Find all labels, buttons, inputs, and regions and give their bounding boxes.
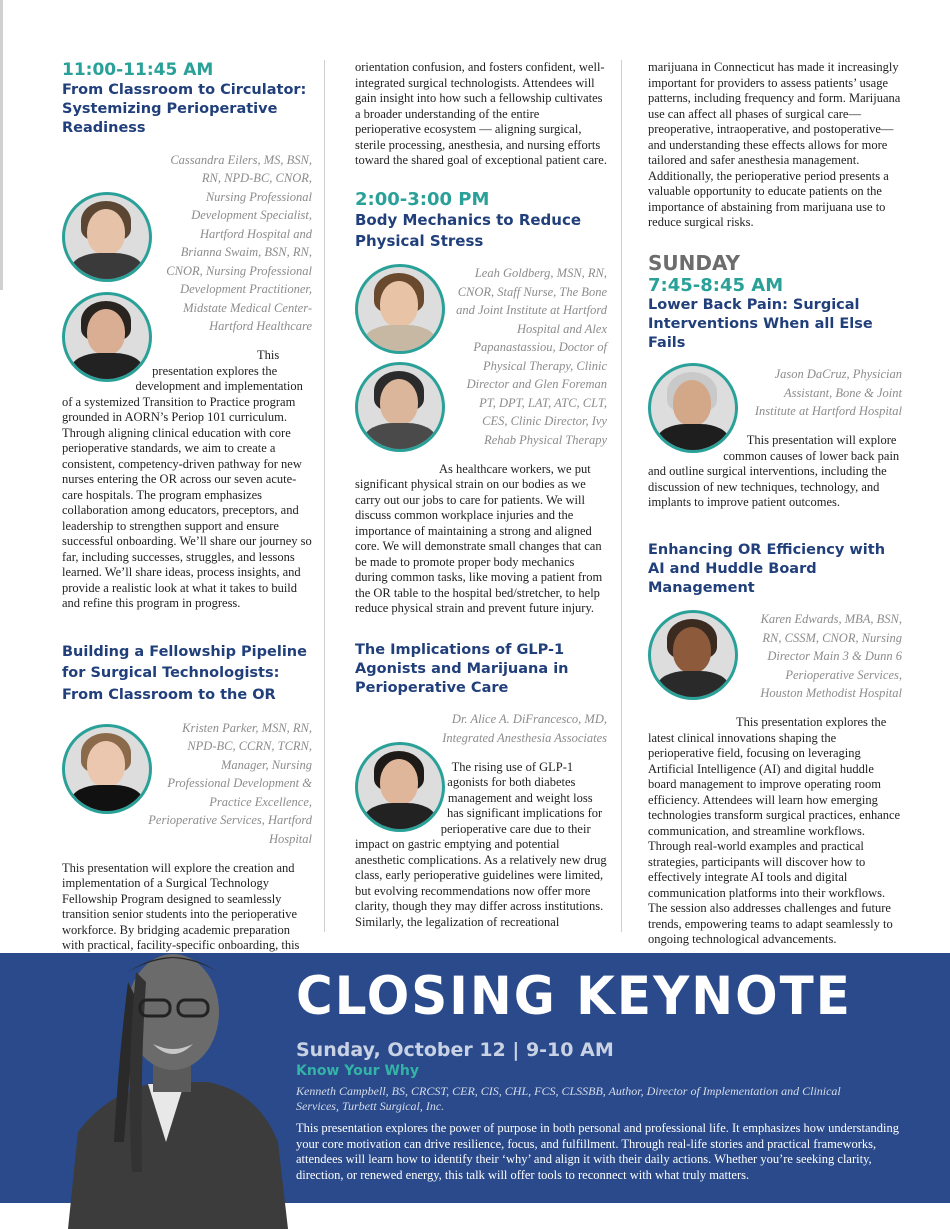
keynote-speaker-credits: Kenneth Campbell, BS, CRCST, CER, CIS, CHL, FCS, CLSSBB, Author, Director of Implementation and Clinical Services, Turbett Surgical, Inc. bbox=[296, 1084, 841, 1113]
session-title: From Classroom to Circulator: Systemizing Perioperative Readiness bbox=[62, 82, 307, 136]
column-divider bbox=[621, 60, 622, 932]
session-description: This presentation explores the development and implementation of a systemized Transition to Practice program grounded in AORN’s Periop 101 curriculum. Through aligning clinical education with core perioperative standards, we aim to create a consistent, competency-driven pathway for new nurses entering the OR across our seven acute-care hospitals. The program emphasizes collaboration among educators, preceptors, and leadership to strengthen support and ensure successful onboarding. We’ll share our journey so far, including successes, struggles, and lessons learned. We’ll share ideas, process insights, and provide a realistic look at what it takes to build and refine this program in progress. bbox=[62, 348, 312, 610]
speaker-credits: Cassandra Eilers, MS, BSN, RN, NPD-BC, CNOR, Nursing Professional Development Specialist, Hartford Hospital and Brianna Swaim, BSN, RN, CNOR, Nursing Professional Development Practitioner, Midstate Medical Center-Hartford Healthcare bbox=[166, 152, 312, 333]
column-divider bbox=[324, 60, 325, 932]
speaker-photo bbox=[648, 610, 738, 700]
keynote-subtitle: Know Your Why bbox=[296, 1063, 419, 1079]
page-edge bbox=[0, 0, 3, 290]
day-heading: SUNDAY bbox=[648, 250, 741, 275]
keynote-speaker-illustration bbox=[48, 942, 288, 1229]
speaker-photo bbox=[355, 362, 445, 452]
session-description: This presentation explores the latest clinical innovations shaping the perioperative field, focusing on leveraging Artificial Intelligence (AI) and digital huddle board management to improve operating room efficiency. Attendees will learn how emerging technologies transform surgical practices, enhance communication, and streamline workflows. Through real-world examples and practical strategies, participants will discover how to effectively integrate AI tools and digital communication platforms into their workflows. The session also addresses challenges and future trends, empowering teams to adapt seamlessly to ongoing technological advancements. bbox=[648, 715, 901, 946]
speaker-credits: Karen Edwards, MBA, BSN, RN, CSSM, CNOR, Nursing Director Main 3 & Dunn 6 Perioperative Services, Houston Methodist Hospital bbox=[760, 612, 902, 700]
column-3 bbox=[648, 60, 902, 948]
speaker-credits: Dr. Alice A. DiFrancesco, MD, Integrated Anesthesia Associates bbox=[442, 712, 607, 745]
speaker-credits: Leah Goldberg, MSN, RN, CNOR, Staff Nurse, The Bone and Joint Institute at Hartford Hospital and Alex Papanastassiou, Doctor of Physical Therapy, Clinic Director and Glen Foreman PT, DPT, LAT, ATC, CLT, CES, Clinic Director, Ivy Rehab Physical Therapy bbox=[456, 266, 607, 447]
keynote-description: This presentation explores the power of purpose in both personal and professional life. It emphasizes how understanding your core motivation can drive resilience, focus, and fulfillment. Through real-life stories and practical frameworks, attendees will learn how to identify their ‘why’ and align it with their daily actions. Whether you’re seeking clarity, direction, or renewed energy, this talk will offer tools to reconnect with what truly matters. bbox=[296, 1121, 899, 1182]
session-description: The rising use of GLP-1 agonists for both diabetes management and weight loss has significant implications for perioperative care due to their impact on gastric emptying and potential anesthetic complications. As a relatively new drug class, early perioperative guidelines were limited, but evolving recommendations now offer more clarity, though they may differ across institutions. Similarly, the legalization of recreational bbox=[355, 759, 607, 929]
session-description: This presentation will explore the creation and implementation of a Surgical Technology Fellowship Program designed to seamlessly transition senior students into the perioperative workforce. By bridging academic preparation with practical, facility-specific onboarding, this bbox=[62, 860, 300, 952]
speaker-credits: Jason DaCruz, Physician Assistant, Bone & Joint Institute at Hartford Hospital bbox=[754, 367, 902, 418]
session-description: As healthcare workers, we put significant physical strain on our bodies as we carry out our jobs to care for patients. We will discuss common workplace injuries and the importance of maintaining a strong and aligned core. We will demonstrate small changes that can be made to promote proper body mechanics during common tasks, like moving a patient from the OR table to the hospital bed/stretcher, to help reduce physical strain and prevent future injury. bbox=[355, 461, 603, 615]
session-time: 7:45-8:45 AM bbox=[648, 274, 784, 296]
keynote-speaker-photo bbox=[48, 942, 288, 1229]
session-title: Lower Back Pain: Surgical Interventions When all Else Fails bbox=[648, 296, 873, 351]
keynote-date: Sunday, October 12 | 9-10 AM bbox=[296, 1039, 614, 1061]
session-title: Building a Fellowship Pipeline for Surgical Technologists: From Classroom to the OR bbox=[62, 643, 307, 703]
keynote-heading: CLOSING KEYNOTE bbox=[296, 965, 852, 1027]
session-time: 11:00-11:45 AM bbox=[62, 60, 214, 80]
speaker-photo bbox=[648, 363, 738, 453]
column-1 bbox=[62, 60, 312, 969]
session-description-continued: orientation confusion, and fosters confident, well-integrated surgical technologists. Attendees will gain insight into how such a fellowship cultivates a broader understanding of the entire perioperative ecosystem — aligning surgical, sterile processing, anesthesia, and nursing efforts toward the shared goal of exceptional patient care. bbox=[355, 60, 607, 167]
session-title: Enhancing OR Efficiency with AI and Huddle Board Management bbox=[648, 541, 886, 596]
speaker-photo bbox=[355, 264, 445, 354]
session-time: 2:00-3:00 PM bbox=[355, 188, 490, 210]
speaker-photo bbox=[62, 724, 152, 814]
speaker-credits: Kristen Parker, MSN, RN, NPD-BC, CCRN, TCRN, Manager, Nursing Professional Development & Practice Excellence, Perioperative Services, Hartford Hospital bbox=[148, 720, 312, 846]
session-description-continued: marijuana in Connecticut has made it increasingly important for providers to assess patients’ usage patterns, including frequency and form. Marijuana use can affect all phases of surgical care—preoperative, intraoperative, and postoperative—and understanding these effects allows for more tailored and safer anesthesia management. Additionally, the perioperative period presents a valuable opportunity to educate patients on the importance of abstaining from marijuana use to reduce surgical risks. bbox=[648, 60, 901, 229]
session-title: The Implications of GLP-1 Agonists and Marijuana in Perioperative Care bbox=[355, 641, 569, 696]
session-description: This presentation will explore common causes of lower back pain and outline surgical interventions, including the discussion of new techniques, technology, and implants to improve patient outcomes. bbox=[648, 433, 900, 509]
speaker-photo bbox=[62, 292, 152, 382]
session-title: Body Mechanics to Reduce Physical Stress bbox=[355, 210, 582, 250]
speaker-photo bbox=[62, 192, 152, 282]
column-2 bbox=[355, 60, 607, 930]
speaker-photo bbox=[355, 742, 445, 832]
